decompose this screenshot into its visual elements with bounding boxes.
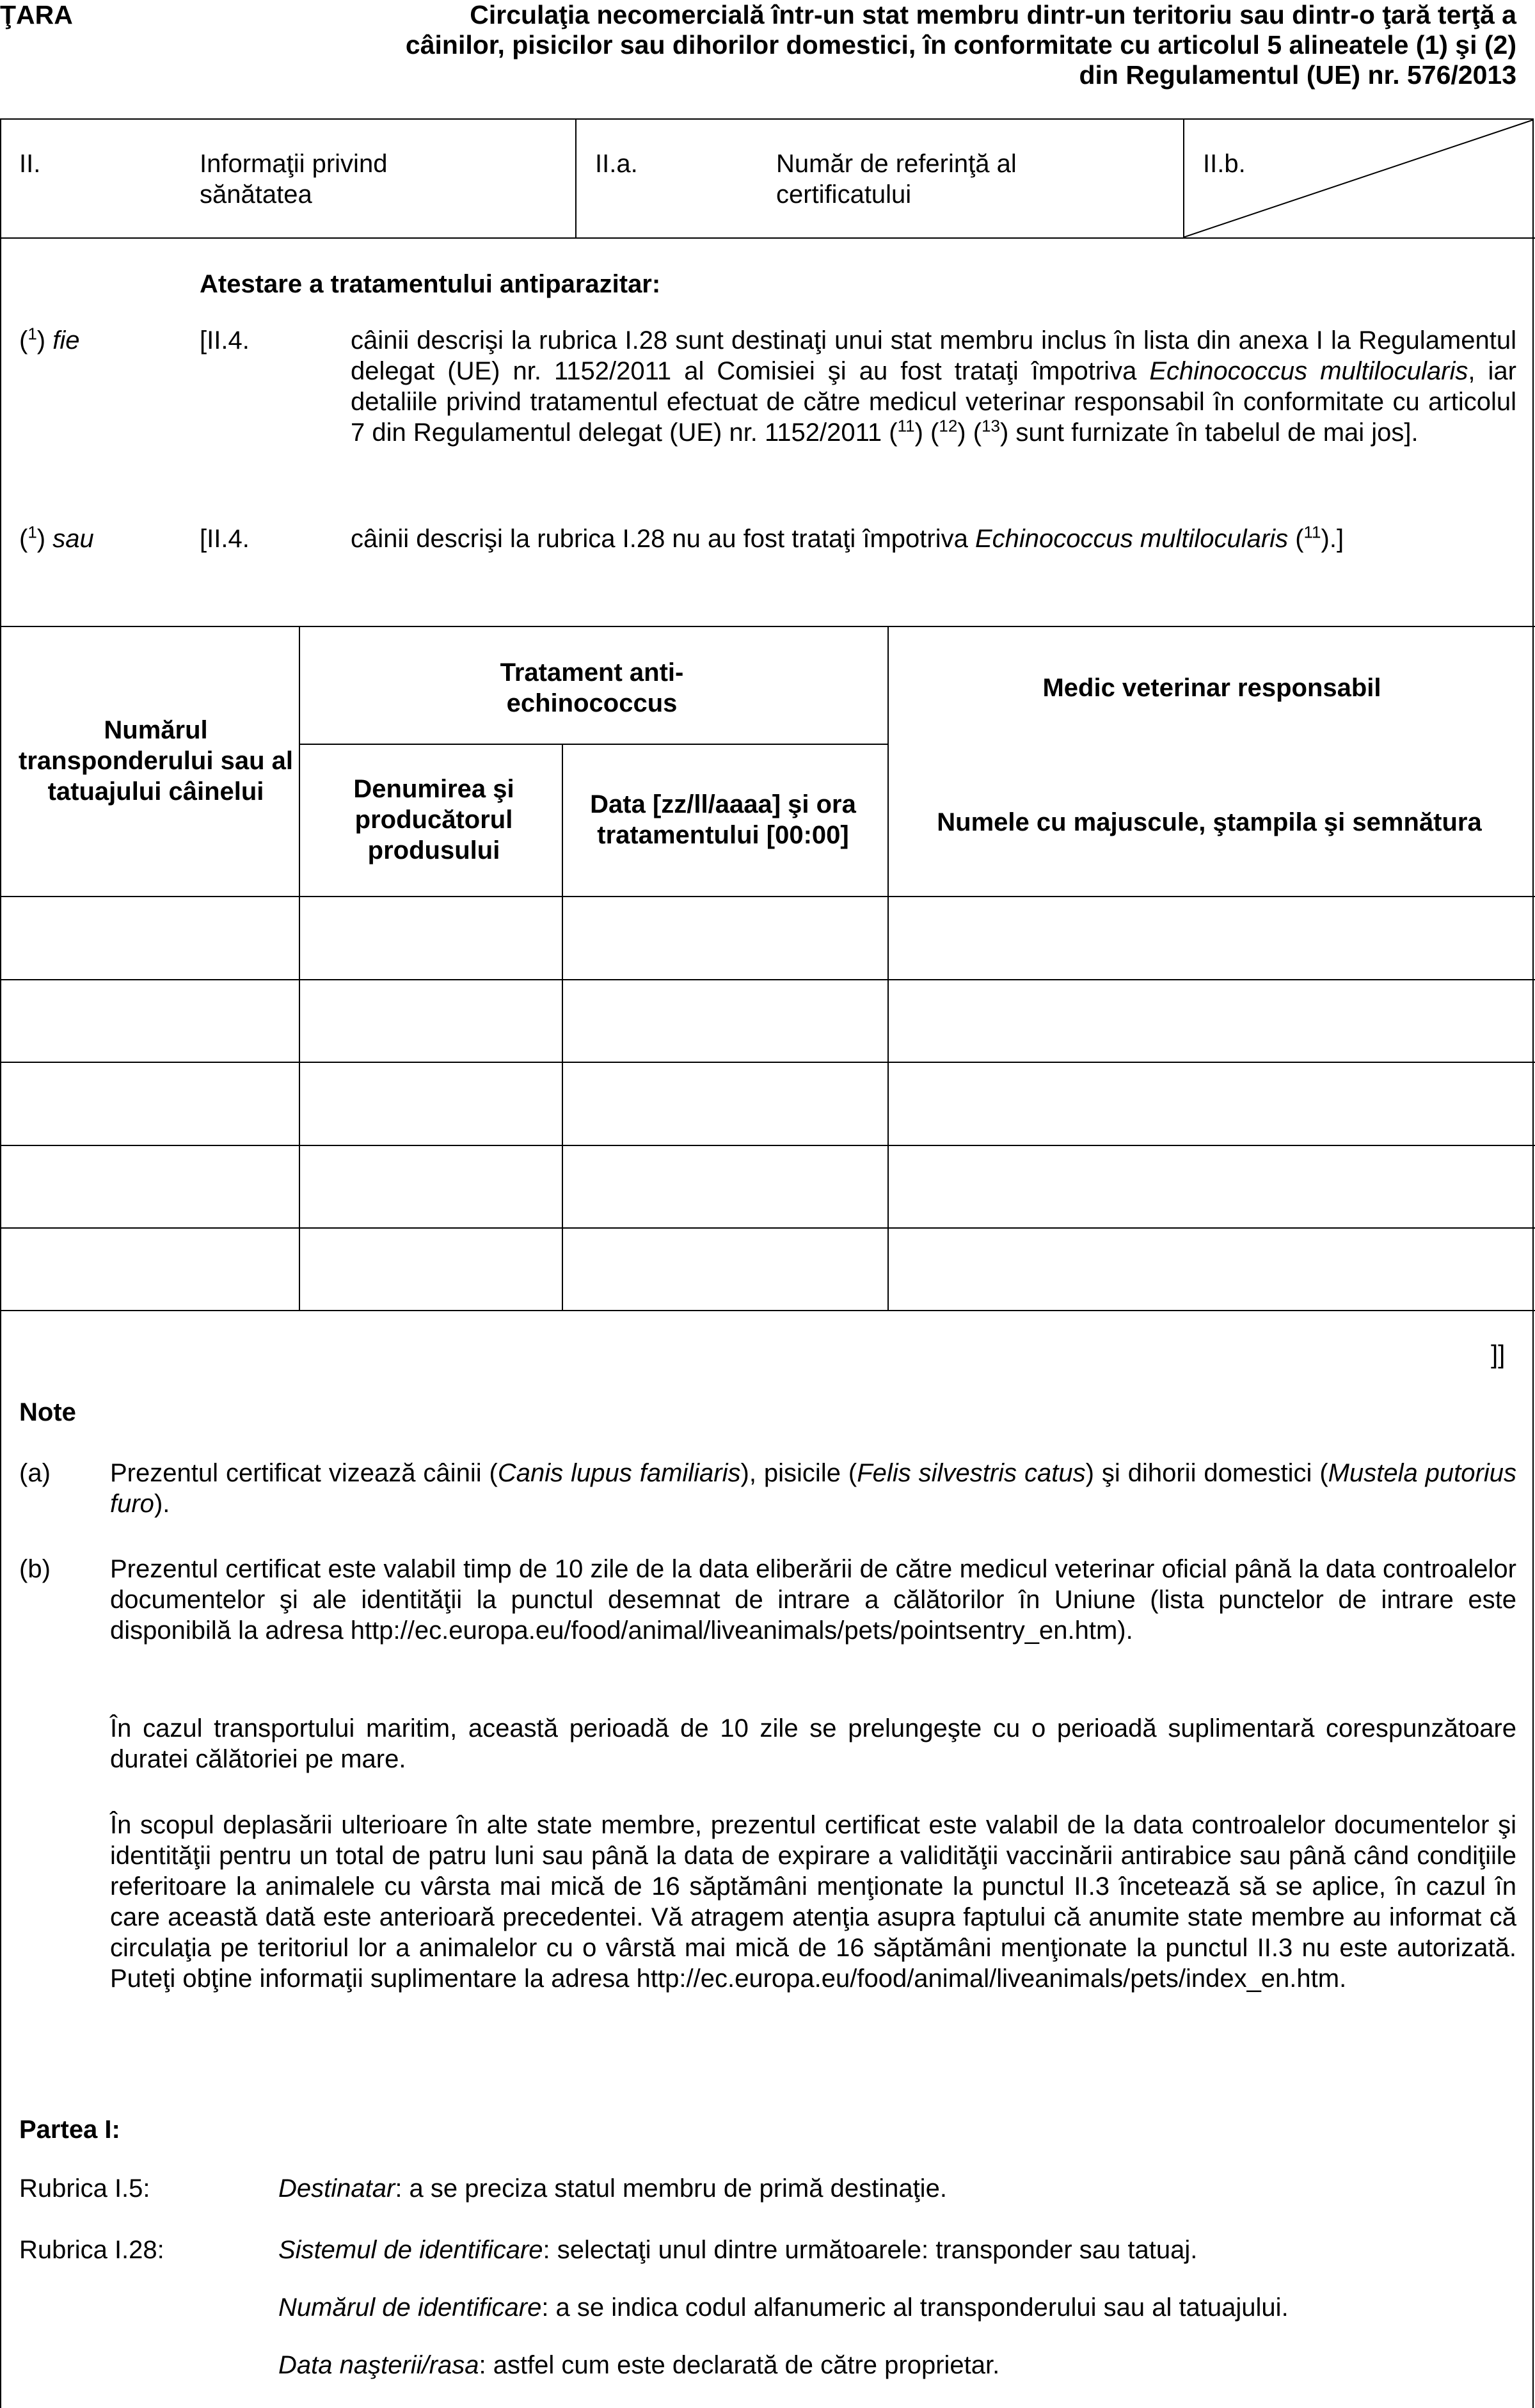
col-header-vet: Numele cu majuscule, ştampila şi semnătura xyxy=(937,808,1482,836)
cell-product[interactable] xyxy=(300,1229,562,1309)
cell-product[interactable] xyxy=(300,1063,562,1143)
cell-transponder[interactable] xyxy=(1,1146,299,1226)
cell-date[interactable] xyxy=(563,980,887,1060)
footnote-ref: ($^1$) xyxy=(19,522,46,553)
divider xyxy=(0,1310,1535,1311)
cell-transponder[interactable] xyxy=(1,1063,299,1143)
cell-date[interactable] xyxy=(563,897,887,977)
cell-vet[interactable] xyxy=(889,1146,1532,1226)
part1-heading: Partea I: xyxy=(19,2116,120,2144)
cell-date[interactable] xyxy=(563,1063,887,1143)
clause-code: [II.4. xyxy=(200,326,250,355)
footnote-ref: ($^1$) xyxy=(19,324,46,355)
clause-text-sau: câinii descrişi la rubrica I.28 nu au fost trataţi împotriva Echinococcus multilocularis ($^{11}$).] xyxy=(351,522,1344,553)
cell-vet[interactable] xyxy=(889,1063,1532,1143)
closing-brackets: ]] xyxy=(1491,1341,1506,1369)
rubric-i28-text-2: Numărul de identificare: a se indica codul alfanumeric al transponderului sau al tatuajului. xyxy=(278,2293,1289,2322)
part-number: II. xyxy=(19,150,41,178)
cell-date[interactable] xyxy=(563,1146,887,1226)
cell-vet[interactable] xyxy=(889,980,1532,1060)
reference-label: Număr de referinţă al certificatului xyxy=(776,150,1017,209)
col-header-date: Data [zz/ll/aaaa] şi ora tratamentului [00:00] xyxy=(590,790,856,849)
reference-number: II.a. xyxy=(595,150,638,178)
note-b-text-3: În scopul deplasării ulterioare în alte state membre, prezentul certificat este valabil de la data controalelor documentelor şi identităţii pentru un total de patru luni sau până la data de expirare a validităţii vaccinării antirabice sau până când condiţiile referitoare la animalele cu vârsta mai mică de 16 săptămâni menţionate la punctul II.3 încetează să se aplice, în cazul în care această dată este anterioară precedentei. Vă atragem atenţia asupra faptului că anumite state membre au informat că circulaţia pe teritoriul lor a animalelor cu o vârstă mai mică de 16 săptămâni menţionate la punctul II.3 nu este autorizată. Puteţi obţine informaţii suplimentare la adresa http://ec.europa.eu/food/animal/liveanimals/pets/index_en.htm. xyxy=(110,1811,1516,1993)
cell-transponder[interactable] xyxy=(1,897,299,977)
cell-vet[interactable] xyxy=(889,1229,1532,1309)
note-b-text-2: În cazul transportului maritim, această perioadă de 10 zile se prelungeşte cu o perioadă suplimentară corespunzătoare duratei călătoriei pe mare. xyxy=(110,1714,1516,1773)
section-b-label: II.b. xyxy=(1203,150,1246,178)
group-header-treatment: Tratament anti-echinococcus xyxy=(500,658,684,717)
attestation-heading: Atestare a tratamentului antiparazitar: xyxy=(200,270,661,298)
divider xyxy=(575,118,577,239)
col-header-transponder: Numărul transponderului sau al tatuajului câinelui xyxy=(19,716,293,806)
cell-product[interactable] xyxy=(300,1146,562,1226)
rubric-i28-label: Rubrica I.28: xyxy=(19,2236,164,2264)
note-a-text: Prezentul certificat vizează câinii (Canis lupus familiaris), pisicile (Felis silvestris catus) şi dihorii domestici (Mustela putorius furo). xyxy=(110,1459,1516,1518)
group-header-vet: Medic veterinar responsabil xyxy=(1042,674,1381,702)
clause-code: [II.4. xyxy=(200,525,250,553)
cell-transponder[interactable] xyxy=(1,980,299,1060)
cell-product[interactable] xyxy=(300,897,562,977)
cell-transponder[interactable] xyxy=(1,1229,299,1309)
option-sau: ($^1$) sau xyxy=(19,522,94,553)
notes-heading: Note xyxy=(19,1398,76,1426)
cell-date[interactable] xyxy=(563,1229,887,1309)
note-a-label: (a) xyxy=(19,1459,51,1487)
rubric-i28-text-3: Data naşterii/rasa: astfel cum este declarată de către proprietar. xyxy=(278,2351,1000,2379)
note-b-label: (b) xyxy=(19,1555,51,1583)
rubric-i5-label: Rubrica I.5: xyxy=(19,2174,150,2203)
country-label: ŢARA xyxy=(0,0,73,29)
note-b-text: Prezentul certificat este valabil timp de 10 zile de la data eliberării de către medicul veterinar oficial până la data controalelor documentelor şi ale identităţii la punctul desemnat de intrare a călătorilor în Uniune (lista punctelor de intrare este disponibilă la adresa http://ec.europa.eu/food/animal/liveanimals/pets/pointsentry_en.htm). xyxy=(110,1555,1516,1645)
clause-text-fie: câinii descrişi la rubrica I.28 sunt destinaţi unui stat membru inclus în lista din anexa I la Regulamentul delegat (UE) nr. 1152/2011 al Comisiei şi au fost trataţi împotriva Echinococcus multilocularis, iar detaliile privind tratamentul efectuat de către medicul veterinar responsabil în conformitate cu articolul 7 din Regulamentul delegat (UE) nr. 1152/2011 ($^{11}$) ($^{12}$) ($^{13}$) sunt furnizate în tabelul de mai jos]. xyxy=(351,326,1516,447)
col-header-product: Denumirea şi producătorul produsului xyxy=(353,775,514,865)
cell-vet[interactable] xyxy=(889,897,1532,977)
rubric-i5-text: Destinatar: a se preciza statul membru de primă destinaţie. xyxy=(278,2174,947,2203)
rubric-i28-text-1: Sistemul de identificare: selectaţi unul dintre următoarele: transponder sau tatuaj. xyxy=(278,2236,1198,2264)
option-fie: ($^1$) fie xyxy=(19,324,80,355)
part-label: Informaţii privind sănătatea xyxy=(200,150,388,209)
document-title: Circulaţia necomercială într-un stat membru dintr-un teritoriu sau dintr-o ţară terţă a câinilor, pisicilor sau dihorilor domestici, în conformitate cu articolul 5 alineatele (1) şi (2) din Regulamentul (UE) nr. 576/2013 xyxy=(405,0,1516,90)
cell-product[interactable] xyxy=(300,980,562,1060)
